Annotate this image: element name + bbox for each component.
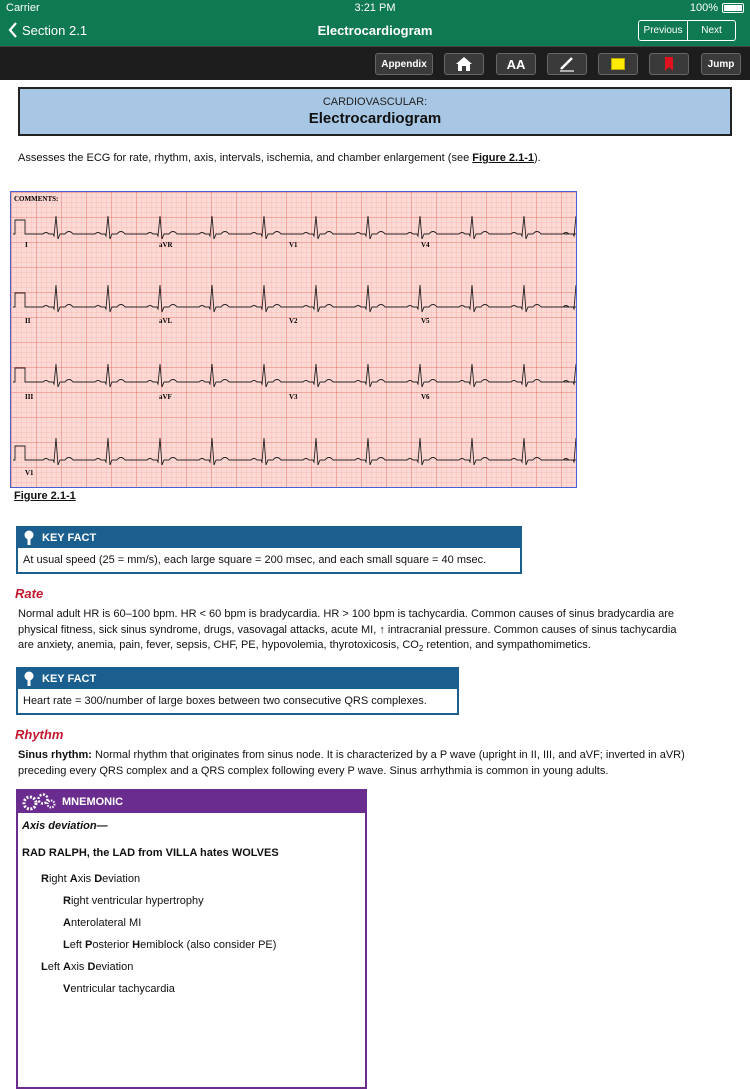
intro-end: ). <box>534 152 541 164</box>
banner-title: Electrocardiogram <box>308 110 442 127</box>
word: eft <box>47 961 64 973</box>
ecg-lead-label: III <box>25 393 34 401</box>
bookmark-icon <box>664 56 674 72</box>
word: xis <box>77 873 95 885</box>
highlighter-icon <box>611 58 625 70</box>
letter: R <box>63 895 71 907</box>
ecg-lead-label: aVF <box>159 393 172 401</box>
rate-paragraph <box>18 607 730 657</box>
rhythm-heading: Rhythm <box>15 727 64 742</box>
bookmark-button[interactable] <box>649 53 689 75</box>
letter: A <box>63 961 71 973</box>
word: ight ventricular hypertrophy <box>70 895 204 907</box>
word: emiblock (also consider PE) <box>140 939 277 951</box>
rate-heading: Rate <box>15 586 44 601</box>
rate-line-3b: retention, and sympathomimetics. <box>423 639 591 651</box>
ecg-figure[interactable] <box>10 191 577 488</box>
rate-line-2: physical fitness, sick sinus syndrome, drugs, vasovagal attacks, acute MI, ↑ intracranial pressure. Common causes of sinus tachycardia <box>18 623 677 636</box>
battery-percent: 100% <box>689 2 718 14</box>
mnemonic-label: MNEMONIC <box>62 796 124 808</box>
ecg-lead-label: aVL <box>159 317 173 325</box>
letter: R <box>41 873 49 885</box>
rhythm-line-1 <box>18 748 730 764</box>
mnemonic-title: Axis deviation— <box>22 820 108 832</box>
intro-paragraph <box>18 151 730 167</box>
key-icon <box>22 671 36 687</box>
home-button[interactable] <box>444 53 484 75</box>
ecg-lead-label: V1 <box>289 241 298 249</box>
word: ight <box>48 873 70 885</box>
mnemonic-item-3 <box>63 917 141 929</box>
ecg-lead-label: V3 <box>289 393 298 401</box>
previous-button[interactable]: Previous <box>643 25 683 36</box>
ecg-lead-label: II <box>25 317 31 325</box>
ecg-lead-label: V6 <box>421 393 430 401</box>
key-fact-text-2: Heart rate = 300/number of large boxes between two consecutive QRS complexes. <box>23 695 427 707</box>
letter: P <box>85 939 93 951</box>
status-bar <box>0 0 750 16</box>
ecg-lead-label: V2 <box>289 317 298 325</box>
ecg-comments-label: COMMENTS: <box>14 195 59 203</box>
figure-link[interactable]: Figure 2.1-1 <box>472 152 534 164</box>
mnemonic-item-1 <box>41 873 140 885</box>
rate-subscript: 2 <box>418 644 424 654</box>
toolbar <box>0 46 750 80</box>
gears-icon <box>22 793 56 811</box>
appendix-button[interactable]: Appendix <box>375 53 433 75</box>
next-button[interactable]: Next <box>687 21 735 40</box>
letter: D <box>87 961 96 973</box>
battery-icon <box>722 3 744 13</box>
key-fact-box <box>16 526 522 574</box>
jump-button[interactable]: Jump <box>701 53 741 75</box>
clock: 3:21 PM <box>354 2 396 14</box>
word: eft <box>69 939 86 951</box>
key-fact-label-2: KEY FACT <box>42 673 97 685</box>
pen-button[interactable] <box>547 53 587 75</box>
ecg-tracing <box>11 192 576 487</box>
word: xis <box>70 961 88 973</box>
figure-caption: Figure 2.1-1 <box>14 490 76 502</box>
word: nterolateral MI <box>70 917 142 929</box>
ecg-lead-label: I <box>25 241 28 249</box>
section-banner <box>18 87 732 136</box>
word: osterior <box>92 939 133 951</box>
key-icon <box>22 530 36 546</box>
ecg-lead-label: aVR <box>159 241 173 249</box>
letter: A <box>63 917 71 929</box>
rate-line-1: Normal adult HR is 60–100 bpm. HR < 60 bpm is bradycardia. HR > 100 bpm is tachycardia. Common causes of sinus bradycardia are <box>18 608 675 620</box>
prev-next-control <box>638 20 736 41</box>
key-fact-label: KEY FACT <box>42 532 97 544</box>
pen-icon <box>558 56 576 72</box>
letter: H <box>132 939 141 951</box>
navigation-bar <box>0 16 750 46</box>
letter: D <box>94 873 103 885</box>
mnemonic-item-4 <box>63 939 276 951</box>
letter: A <box>69 873 78 885</box>
letter: L <box>41 961 48 973</box>
key-fact-text: At usual speed (25 = mm/s), each large square = 200 msec, and each small square = 40 msec. <box>23 554 487 566</box>
highlighter-button[interactable] <box>598 53 638 75</box>
mnemonic-header <box>18 791 365 813</box>
key-fact-box-2 <box>16 667 459 715</box>
rhythm-line-2: preceding every QRS complex and a QRS complex following every P wave. Sinus arrhythmia is common in young adults. <box>18 764 609 777</box>
mnemonic-item-6 <box>63 983 175 995</box>
page-title: Electrocardiogram <box>317 23 433 38</box>
word: eviation <box>95 961 134 973</box>
rhythm-paragraph <box>18 748 730 779</box>
ecg-lead-label: V5 <box>421 317 430 325</box>
home-icon <box>455 56 473 72</box>
back-label: Section 2.1 <box>22 22 88 38</box>
letter: L <box>63 939 70 951</box>
word: eviation <box>102 873 141 885</box>
ecg-lead-label: V1 <box>25 469 34 477</box>
rhythm-text-1: Normal rhythm that originates from sinus node. It is characterized by a P wave (upright in II, III, and aVF; inverted in aVR) <box>91 749 685 761</box>
carrier-label: Carrier <box>6 2 40 14</box>
rate-line-3a: are anxiety, anemia, pain, fever, sepsis, CHF, PE, hypovolemia, thyrotoxicosis, CO <box>18 639 419 651</box>
battery-indicator <box>690 2 744 14</box>
letter: V <box>63 983 71 995</box>
word: entricular tachycardia <box>70 983 175 995</box>
mnemonic-headline: RAD RALPH, the LAD from VILLA hates WOLVES <box>22 847 279 859</box>
banner-subtitle: CARDIOVASCULAR: <box>322 96 428 108</box>
text-size-button[interactable]: AA <box>496 53 536 75</box>
intro-text: Assesses the ECG for rate, rhythm, axis, intervals, ischemia, and chamber enlargement (see <box>18 152 473 164</box>
mnemonic-item-5 <box>41 961 133 973</box>
sinus-rhythm-term: Sinus rhythm: <box>18 749 92 761</box>
key-fact-header-2 <box>18 669 457 689</box>
rate-line-3 <box>18 638 730 657</box>
key-fact-header <box>18 528 520 548</box>
ecg-lead-label: V4 <box>421 241 430 249</box>
mnemonic-item-2 <box>63 895 204 907</box>
mnemonic-box <box>16 789 367 1089</box>
